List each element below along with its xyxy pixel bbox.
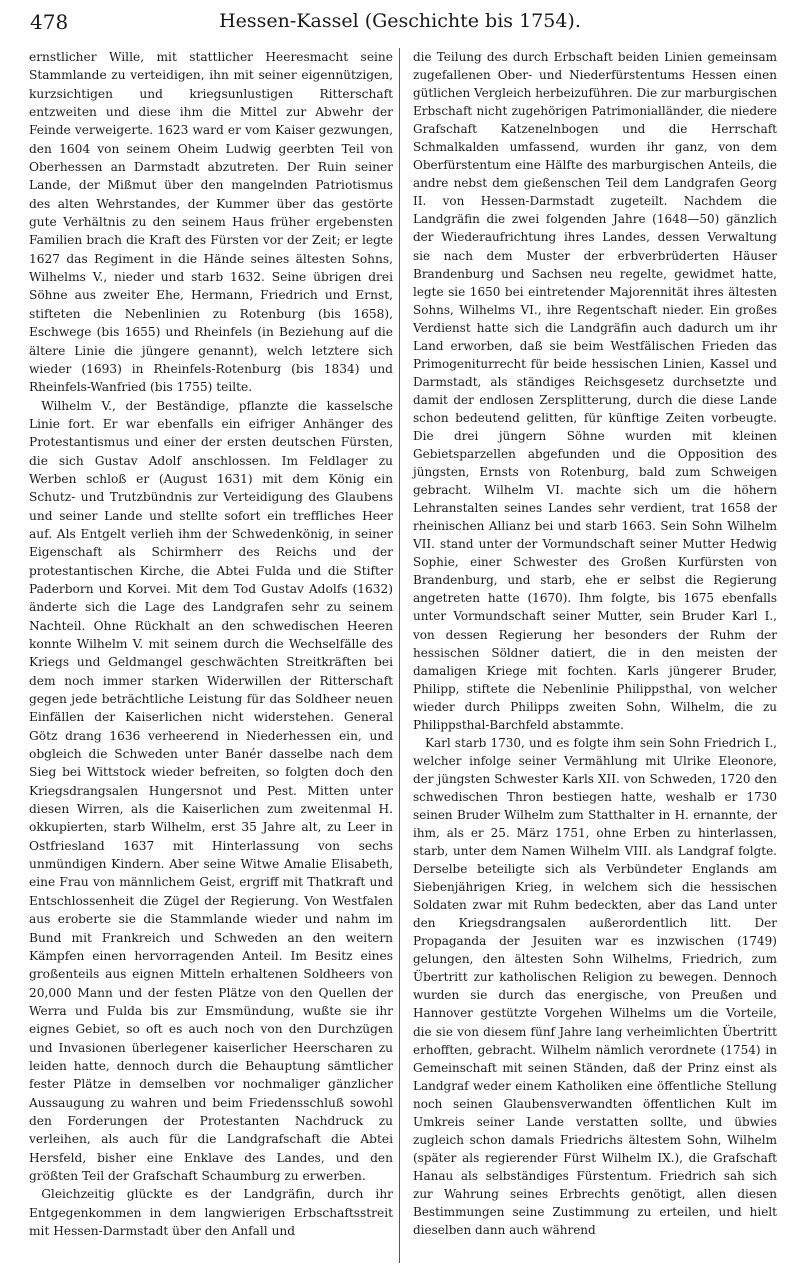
paragraph: ernstlicher Wille, mit stattlicher Heeresmacht seine Stammlande zu verteidigen, ihn mit seiner eigennützigen, kurzsichtigen und kriegsunlustigen Ritterschaft entzweiten und diese ihm die Mittel zur Abwehr der Feinde verweigerte. 1623 ward er vom Kaiser gezwungen, den 1604 von seinem Oheim Ludwig geerbten Teil von Oberhessen an Darmstadt abzutreten. Der Ruin seiner Lande, der Mißmut über den mangelnden Patriotismus des alten Wehrstandes, der Kummer über das gestörte gute Verhältnis zu den seinem Haus früher ergebensten Familien brach die Kraft des Fürsten vor der Zeit; er legte 1627 das Regiment in die Hände seines ältesten Sohns, Wilhelms V., nieder und starb 1632. Seine übrigen drei Söhne aus zweiter Ehe, Hermann, Friedrich und Ernst, stifteten die Nebenlinien zu Rotenburg (bis 1658), Eschwege (bis 1655) und Rheinfels (in Beziehung auf die ältere Linie die jüngere genannt), welch letztere sich wieder (1693) in Rheinfels-Rotenburg (bis 1834) und Rheinfels-Wanfried (bis 1755) teilte. bbox=[29, 50, 393, 395]
page-header bbox=[30, 8, 770, 38]
paragraph: die Teilung des durch Erbschaft beiden Linien gemeinsam zugefallenen Ober- und Niederfürstentums Hessen einen gütlichen Vergleich herbeizuführen. Die zur marburgischen Erbschaft nicht zugehörigen Patrimonialländer, die niedere Grafschaft Katzenelnbogen und die Herrschaft Schmalkalden umfassend, wurden ihr ganz, von dem Oberfürstentum eine Hälfte des marburgischen Anteils, die andre nebst dem gießenschen Teil dem Landgrafen Georg II. von Hessen-Darmstadt zugeteilt. Nachdem die Landgräfin die zwei folgenden Jahre (1648—50) gänzlich der Wiederaufrichtung ihres Landes, dessen Verwaltung sie nach dem Muster der erbverbrüderten Häuser Brandenburg und Sachsen neu regelte, gewidmet hatte, legte sie 1650 bei eintretender Majorennität ihres ältesten Sohns, Wilhelms VI., ihre Regentschaft nieder. Ein großes Verdienst hatte sich die Landgräfin auch dadurch um ihr Land erworben, daß sie beim Westfälischen Frieden das Primogeniturrecht für beide hessischen Linien, Kassel und Darmstadt, als ständiges Reichsgesetz durchsetzte und damit der endlosen Zersplitterung, durch die diese Lande schon bedeutend gelitten, für künftige Zeiten vorbeugte. Die drei jüngern Söhne wurden mit kleinen Gebietsparzellen abgefunden und die Opposition des jüngsten, Ernsts von Rotenburg, bald zum Schweigen gebracht. Wilhelm VI. machte sich um die höhern Lehranstalten seines Landes sehr verdient, trat 1658 der rheinischen Allianz bei und starb 1663. Sein Sohn Wilhelm VII. stand unter der Vormundschaft seiner Mutter Hedwig Sophie, einer Schwester des Großen Kurfürsten von Brandenburg, und starb, ehe er selbst die Regierung angetreten hatte (1670). Ihm folgte, bis 1675 ebenfalls unter Vormundschaft seiner Mutter, sein Bruder Karl I., von dessen Regierung her besonders der Ruhm der hessischen Söldner datiert, die in den meisten der damaligen Kriege mit fochten. Karls jüngerer Bruder, Philipp, stiftete die Nebenlinie Philippsthal, von welcher wieder durch Philipps zweiten Sohn, Wilhelm, die zu Philippsthal-Barchfeld abstammte. bbox=[413, 50, 777, 732]
paragraph: Gleichzeitig glückte es der Landgräfin, durch ihr Entgegenkommen in dem langwierigen Erbschaftsstreit mit Hessen-Darmstadt über den Anfall und bbox=[29, 1187, 393, 1238]
paragraph: Karl starb 1730, und es folgte ihm sein Sohn Friedrich I., welcher infolge seiner Vermählung mit Ulrike Eleonore, der jüngsten Schwester Karls XII. von Schweden, 1720 den schwedischen Thron bestiegen hatte, weshalb er 1730 seinen Bruder Wilhelm zum Statthalter in H. ernannte, der ihm, als er 25. März 1751, ohne Erben zu hinterlassen, starb, unter dem Namen Wilhelm VIII. als Landgraf folgte. Derselbe beteiligte sich als Verbündeter Englands am Siebenjährigen Krieg, in welchem sich die hessischen Soldaten zwar mit Ruhm bedeckten, aber das Land unter den Kriegsdrangsalen außerordentlich litt. Der Propaganda der Jesuiten war es inzwischen (1749) gelungen, den ältesten Sohn Wilhelms, Friedrich, zum Übertritt zur katholischen Religion zu bewegen. Dennoch wurden sie durch das energische, von Preußen und Hannover gestützte Vorgehen Wilhelms um die Vorteile, die sie von diesem fünf Jahre lang verheimlichten Übertritt erhofften, gebracht. Wilhelm nämlich verordnete (1754) in Gemeinschaft mit seinen Ständen, daß der Prinz einst als Landgraf weder einem Katholiken eine öffentliche Stellung noch seinen Glaubensverwandten öffentlichen Kult im Umkreis seiner Lande verstatten sollte, und übwies zugleich schon damals Friedrichs ältestem Sohn, Wilhelm (später als regierender Fürst Wilhelm IX.), die Grafschaft Hanau als selbständiges Fürstentum. Friedrich sah sich zur Wahrung seines Erbrechts genötigt, allen diesen Bestimmungen seine Zustimmung zu erteilen, und hielt dieselben dann auch während bbox=[413, 735, 777, 1238]
column-divider bbox=[399, 48, 400, 1263]
right-column bbox=[413, 48, 777, 1239]
paragraph: Wilhelm V., der Beständige, pflanzte die kasselsche Linie fort. Er war ebenfalls ein eifriger Anhänger des Protestantismus und einer der ersten deutschen Fürsten, die sich Gustav Adolf anschlossen. Im Feldlager zu Werben schloß er (August 1631) mit dem König ein Schutz- und Trutzbündnis zur Verteidigung des Glaubens und seiner Lande und stellte sofort ein treffliches Heer auf. Als Entgelt verlieh ihm der Schwedenkönig, in seiner Eigenschaft als Schirmherr des Reichs und der protestantischen Kirche, die Abtei Fulda und die Stifter Paderborn und Korvei. Mit dem Tod Gustav Adolfs (1632) änderte sich die Lage des Landgrafen sehr zu seinem Nachteil. Ohne Rückhalt an den schwedischen Heeren konnte Wilhelm V. mit seinem durch die Wechselfälle des Kriegs und Geldmangel geschwächten Streitkräften bei dem noch immer starken Widerwillen der Ritterschaft gegen jede beträchtliche Leistung für das Soldheer neuen Einfällen der Kaiserlichen nicht widerstehen. General Götz drang 1636 verheerend in Niederhessen ein, und obgleich die Schweden unter Banér dasselbe nach dem Sieg bei Wittstock wieder befreiten, so folgten doch den Kriegsdrangsalen Hungersnot und Pest. Mitten unter diesen Wirren, als die Kaiserlichen zum zweitenmal H. okkupierten, starb Wilhelm, erst 35 Jahre alt, zu Leer in Ostfriesland 1637 mit Hinterlassung von sechs unmündigen Kindern. Aber seine Witwe Amalie Elisabeth, eine Frau von männlichem Geist, ergriff mit Thatkraft und Entschlossenheit die Zügel der Regierung. Von Westfalen aus eroberte sie die Stammlande wieder und nahm im Bund mit Frankreich und Schweden an den weitern Kämpfen einen hervorragenden Anteil. Im Besitz eines großenteils aus eignen Mitteln erhaltenen Soldheers von 20,000 Mann und der festen Plätze von den Quellen der Werra und Fulda bis zur Emsmündung, wußte sie ihr eignes Gebiet, so oft es auch noch von den Durchzügen und Invasionen überlegener kaiserlicher Heerscharen zu leiden hatte, dennoch durch die Behauptung sämtlicher fester Plätze in demselben vor nochmaliger gänzlicher Aussaugung zu wahren und beim Friedensschluß sowohl den Forderungen der Protestanten Nachdruck zu verleihen, als auch für die Landgrafschaft die Abtei Hersfeld, bisher eine Enklave des Landes, und den größten Teil der Grafschaft Schaumburg zu erwerben. bbox=[29, 398, 393, 1183]
left-column bbox=[29, 48, 393, 1240]
page-number: 478 bbox=[30, 10, 69, 34]
running-head: Hessen-Kassel (Geschichte bis 1754). bbox=[219, 10, 581, 32]
